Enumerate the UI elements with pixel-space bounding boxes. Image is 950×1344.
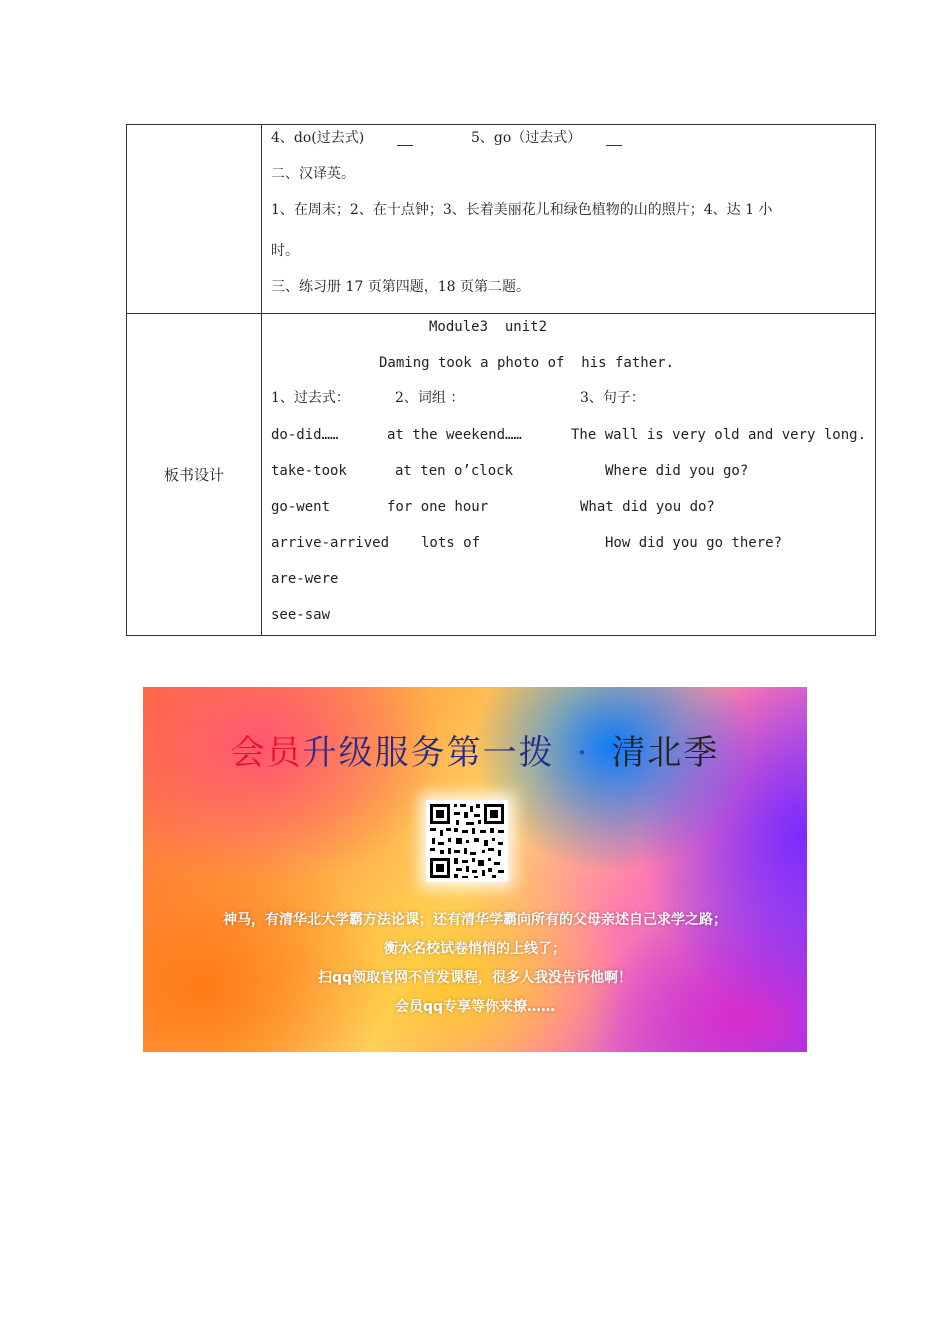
phrase: at ten o’clock: [395, 463, 514, 479]
board-design-row: [127, 313, 875, 635]
phrase: for one hour: [387, 499, 489, 515]
header-sentences: 3、句子：: [580, 390, 645, 406]
header-past-tense: 1、过去式：: [271, 390, 350, 406]
board-title: Module3 unit2: [429, 319, 548, 335]
sentence: Where did you go?: [605, 463, 749, 479]
homework-row: [127, 125, 875, 314]
banner-title: [143, 725, 807, 774]
sentence: What did you do?: [580, 499, 715, 515]
verb-pair: arrive-arrived: [271, 535, 390, 551]
answer-blank: [397, 135, 413, 146]
verb-pair: go-went: [271, 499, 331, 515]
banner-line-1: 神马，有清华北大学霸方法论课；还有清华学霸向所有的父母亲述自己求学之路；: [223, 912, 727, 928]
verb-pair: see-saw: [271, 607, 331, 623]
phrase: at the weekend……: [387, 427, 522, 443]
homework-line-3: 1、在周末；2、在十点钟；3、长着美丽花儿和绿色植物的山的照片；4、达 1 小: [271, 202, 773, 218]
answer-blank: [606, 135, 622, 146]
verb-pair: are-were: [271, 571, 339, 587]
qr-code-icon[interactable]: [426, 800, 508, 882]
banner-title-dot: ·: [576, 733, 590, 773]
verb-pair: take-took: [271, 463, 347, 479]
banner-title-part-a: 会员: [230, 733, 303, 773]
sentence: The wall is very old and very long.: [571, 427, 867, 443]
banner-line-2: 衡水名校试卷悄悄的上线了；: [384, 941, 566, 957]
verb-pair: do-did……: [271, 427, 339, 443]
homework-line-1a: 4、do(过去式): [271, 130, 365, 146]
banner-title-part-b: 升级服务第一拨: [302, 733, 555, 773]
banner-line-4: 会员qq专享等你来撩……: [394, 999, 556, 1015]
banner-title-part-c: 清北季: [611, 733, 720, 773]
promo-banner[interactable]: [143, 687, 807, 1052]
homework-line-5: 三、练习册 17 页第四题，18 页第二题。: [271, 279, 530, 295]
lesson-table: [126, 124, 876, 636]
homework-line-1b: 5、go（过去式）: [471, 130, 582, 146]
header-phrases: 2、词组 ：: [395, 390, 465, 406]
homework-line-4: 时。: [271, 243, 299, 259]
homework-line-2: 二、汉译英。: [271, 166, 355, 182]
phrase: lots of: [421, 535, 481, 551]
board-design-label: 板书设计: [163, 465, 224, 484]
sentence: How did you go there?: [605, 535, 783, 551]
board-subtitle: Daming took a photo of his father.: [379, 355, 675, 371]
banner-line-3: 扫qq领取官网不首发课程，很多人我没告诉他啊！: [317, 970, 633, 986]
